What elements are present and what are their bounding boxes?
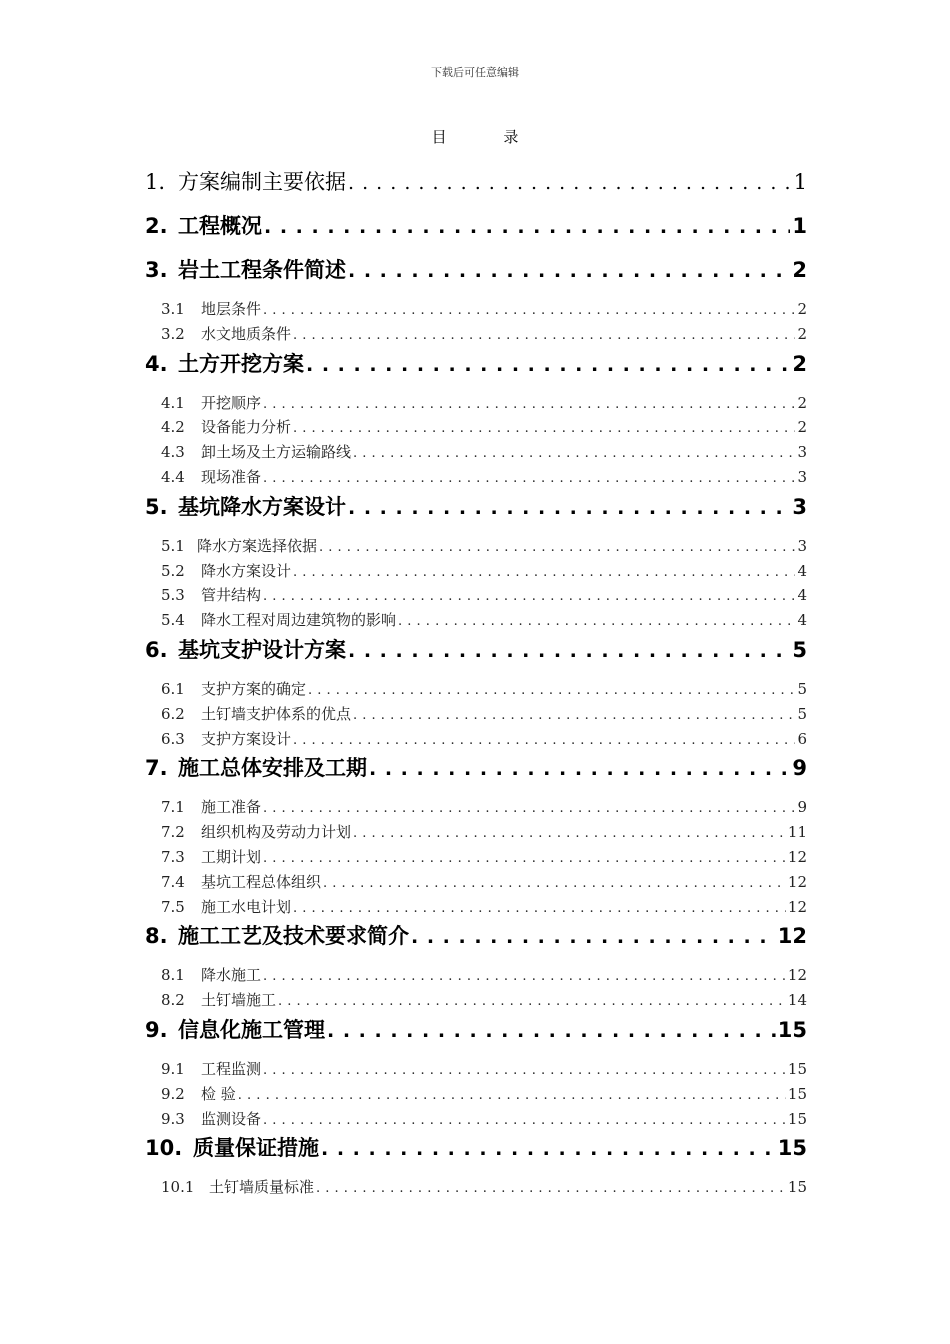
toc-entry-page-number: 9	[792, 756, 807, 781]
toc-entry-page-number: 12	[787, 847, 807, 866]
toc-entry-page-number: 1	[793, 170, 807, 194]
toc-entry-title: 设备能力分析	[201, 418, 292, 437]
toc-entry-title: 支护方案的确定	[201, 679, 307, 698]
toc-entry-page-number: 3	[797, 536, 807, 555]
toc-section-entry[interactable]	[145, 392, 807, 417]
toc-entry-title: 开挖顺序	[201, 393, 262, 412]
toc-section-entry[interactable]	[145, 1058, 807, 1083]
toc-section-entry[interactable]	[145, 416, 807, 441]
toc-chapter-entry[interactable]	[145, 752, 807, 796]
dot-leader	[263, 801, 795, 816]
toc-entry-page-number: 4	[797, 586, 807, 605]
toc-entry-page-number: 12	[777, 924, 807, 949]
toc-section-entry[interactable]	[145, 896, 807, 921]
toc-entry-page-number: 5	[797, 704, 807, 723]
toc-entry-page-number: 1	[792, 214, 807, 238]
toc-chapter-entry[interactable]	[145, 634, 807, 678]
dot-leader	[348, 497, 790, 519]
toc-section-entry[interactable]	[145, 535, 807, 560]
toc-section-entry[interactable]	[145, 846, 807, 871]
dot-leader	[316, 1181, 786, 1196]
toc-entry-page-number: 6	[797, 729, 807, 748]
dot-leader	[278, 994, 786, 1009]
toc-section-entry[interactable]	[145, 323, 807, 348]
toc-entry-number: 9.3	[161, 1109, 185, 1128]
dot-leader	[263, 851, 786, 866]
dot-leader	[306, 354, 790, 376]
toc-entry-page-number: 2	[797, 324, 807, 343]
toc-section-entry[interactable]	[145, 1083, 807, 1108]
dot-leader	[327, 1020, 776, 1042]
toc-chapter-entry[interactable]	[145, 348, 807, 392]
toc-chapter-entry[interactable]	[145, 166, 807, 210]
dot-leader	[263, 303, 795, 318]
toc-entry-page-number: 2	[792, 258, 807, 282]
toc-entry-title: 质量保证措施	[193, 1136, 319, 1161]
toc-section-entry[interactable]	[145, 703, 807, 728]
toc-section-entry[interactable]	[145, 609, 807, 634]
toc-entry-title: 工程监测	[201, 1059, 262, 1078]
toc-entry-title: 施工准备	[201, 798, 262, 817]
toc-entry-title: 现场准备	[201, 467, 262, 486]
toc-entry-number: 1.	[145, 170, 166, 194]
dot-leader	[293, 328, 795, 343]
dot-leader	[353, 708, 795, 723]
toc-entry-number: 9.2	[161, 1084, 185, 1103]
toc-section-entry[interactable]	[145, 584, 807, 609]
toc-entry-title: 检 验	[201, 1084, 236, 1103]
toc-entry-number: 7.4	[161, 872, 185, 891]
toc-section-entry[interactable]	[145, 298, 807, 323]
toc-entry-number: 10.1	[161, 1178, 195, 1197]
dot-leader	[308, 683, 795, 698]
toc-chapter-entry[interactable]	[145, 210, 807, 254]
toc-entry-number: 7.2	[161, 823, 185, 842]
toc-entry-number: 6.2	[161, 704, 185, 723]
toc-section-entry[interactable]	[145, 466, 807, 491]
toc-entry-title: 支护方案设计	[201, 729, 292, 748]
toc-entry-page-number: 2	[792, 351, 807, 376]
dot-leader	[293, 421, 795, 436]
toc-entry-page-number: 15	[787, 1084, 807, 1103]
toc-entry-page-number: 15	[787, 1178, 807, 1197]
toc-chapter-entry[interactable]	[145, 254, 807, 298]
toc-entry-title: 工期计划	[201, 847, 262, 866]
toc-section-entry[interactable]	[145, 441, 807, 466]
toc-entry-page-number: 15	[787, 1109, 807, 1128]
toc-entry-number: 7.1	[161, 798, 185, 817]
toc-section-entry[interactable]	[145, 560, 807, 585]
toc-section-entry[interactable]	[145, 728, 807, 753]
toc-entry-number: 3.	[145, 258, 168, 282]
toc-entry-page-number: 14	[787, 991, 807, 1010]
dot-leader	[398, 614, 795, 629]
toc-entry-number: 3.2	[161, 324, 185, 343]
toc-entry-number: 5.4	[161, 611, 185, 630]
toc-entry-number: 9.	[145, 1017, 168, 1042]
toc-entry-title: 基坑降水方案设计	[178, 494, 346, 519]
toc-entry-page-number: 2	[797, 300, 807, 318]
dot-leader	[263, 1113, 786, 1128]
dot-leader	[411, 926, 776, 948]
toc-title: 目 录	[431, 128, 545, 146]
toc-entry-page-number: 5	[797, 679, 807, 698]
dot-leader	[263, 589, 795, 604]
dot-leader	[353, 826, 786, 841]
toc-entry-title: 土钉墙支护体系的优点	[201, 704, 352, 723]
toc-entry-page-number: 2	[797, 393, 807, 412]
toc-entry-number: 4.1	[161, 393, 185, 412]
toc-entry-number: 5.3	[161, 586, 185, 605]
toc-entry-title: 降水工程对周边建筑物的影响	[201, 611, 397, 630]
toc-entry-page-number: 15	[777, 1017, 807, 1042]
toc-entry-title: 降水施工	[201, 966, 262, 985]
toc-entry-title: 岩土工程条件简述	[178, 258, 346, 282]
toc-entry-number: 3.1	[161, 300, 185, 318]
toc-entry-number: 7.	[145, 756, 168, 781]
toc-entry-page-number: 3	[797, 467, 807, 486]
toc-entry-title: 施工水电计划	[201, 897, 292, 916]
toc-entry-title: 土方开挖方案	[178, 351, 304, 376]
dot-leader	[348, 260, 790, 282]
toc-entry-page-number: 15	[777, 1136, 807, 1161]
toc-section-entry[interactable]	[145, 1108, 807, 1133]
dot-leader	[369, 758, 790, 780]
toc-section-entry[interactable]	[145, 871, 807, 896]
toc-entry-number: 2.	[145, 214, 168, 238]
toc-entry-number: 4.2	[161, 418, 185, 437]
dot-leader	[263, 1063, 786, 1078]
dot-leader	[348, 172, 792, 194]
toc-entry-page-number: 12	[787, 872, 807, 891]
toc-entry-page-number: 12	[787, 897, 807, 916]
toc-entry-title: 监测设备	[201, 1109, 262, 1128]
toc-entry-page-number: 3	[797, 443, 807, 462]
toc-section-entry[interactable]	[145, 964, 807, 989]
toc-entry-title: 降水方案选择依据	[197, 536, 318, 555]
toc-entry-title: 水文地质条件	[201, 324, 292, 343]
dot-leader	[293, 733, 795, 748]
toc-entry-page-number: 3	[792, 494, 807, 519]
page-header: 下载后可任意编辑	[431, 66, 519, 79]
toc-section-entry[interactable]	[145, 796, 807, 821]
toc-entry-number: 8.1	[161, 966, 185, 985]
toc-entry-title: 土钉墙施工	[201, 991, 277, 1010]
toc-entry-title: 卸土场及土方运输路线	[201, 443, 352, 462]
toc-entry-page-number: 5	[792, 637, 807, 662]
dot-leader	[264, 216, 790, 238]
toc-entry-title: 方案编制主要依据	[178, 170, 346, 194]
toc-entry-number: 6.3	[161, 729, 185, 748]
toc-entry-number: 6.	[145, 637, 168, 662]
toc-entry-number: 10.	[145, 1136, 183, 1161]
toc-entry-page-number: 15	[787, 1059, 807, 1078]
toc-entry-number: 8.	[145, 924, 168, 949]
table-of-contents	[145, 166, 807, 1201]
toc-chapter-entry[interactable]	[145, 491, 807, 535]
toc-entry-title: 管井结构	[201, 586, 262, 605]
dot-leader	[353, 446, 795, 461]
dot-leader	[293, 901, 786, 916]
toc-section-entry[interactable]	[145, 678, 807, 703]
toc-entry-title: 降水方案设计	[201, 561, 292, 580]
toc-entry-title: 组织机构及劳动力计划	[201, 823, 352, 842]
toc-section-entry[interactable]	[145, 821, 807, 846]
toc-chapter-entry[interactable]	[145, 1132, 807, 1176]
toc-entry-number: 5.2	[161, 561, 185, 580]
toc-entry-title: 地层条件	[201, 300, 262, 318]
dot-leader	[319, 540, 795, 555]
toc-section-entry[interactable]	[145, 1176, 807, 1201]
toc-entry-number: 4.	[145, 351, 168, 376]
toc-section-entry[interactable]	[145, 989, 807, 1014]
toc-entry-number: 4.4	[161, 467, 185, 486]
toc-entry-title: 土钉墙质量标准	[209, 1178, 315, 1197]
toc-entry-title: 信息化施工管理	[178, 1017, 325, 1042]
dot-leader	[323, 876, 786, 891]
toc-entry-number: 7.3	[161, 847, 185, 866]
dot-leader	[293, 565, 795, 580]
toc-entry-number: 8.2	[161, 991, 185, 1010]
toc-entry-page-number: 9	[797, 798, 807, 817]
toc-entry-number: 5.1	[161, 536, 185, 555]
toc-entry-title: 施工总体安排及工期	[178, 756, 367, 781]
toc-chapter-entry[interactable]	[145, 920, 807, 964]
toc-chapter-entry[interactable]	[145, 1014, 807, 1058]
dot-leader	[263, 969, 786, 984]
toc-entry-title: 施工工艺及技术要求简介	[178, 924, 409, 949]
toc-entry-number: 7.5	[161, 897, 185, 916]
toc-entry-title: 工程概况	[178, 214, 262, 238]
dot-leader	[348, 640, 790, 662]
toc-entry-page-number: 4	[797, 611, 807, 630]
dot-leader	[263, 397, 795, 412]
toc-entry-page-number: 4	[797, 561, 807, 580]
toc-entry-title: 基坑支护设计方案	[178, 637, 346, 662]
toc-entry-title: 基坑工程总体组织	[201, 872, 322, 891]
toc-entry-number: 4.3	[161, 443, 185, 462]
toc-entry-number: 5.	[145, 494, 168, 519]
toc-entry-page-number: 2	[797, 418, 807, 437]
toc-entry-page-number: 11	[787, 823, 807, 842]
dot-leader	[263, 471, 795, 486]
toc-entry-page-number: 12	[787, 966, 807, 985]
dot-leader	[321, 1138, 776, 1160]
dot-leader	[238, 1088, 786, 1103]
toc-entry-number: 6.1	[161, 679, 185, 698]
toc-entry-number: 9.1	[161, 1059, 185, 1078]
